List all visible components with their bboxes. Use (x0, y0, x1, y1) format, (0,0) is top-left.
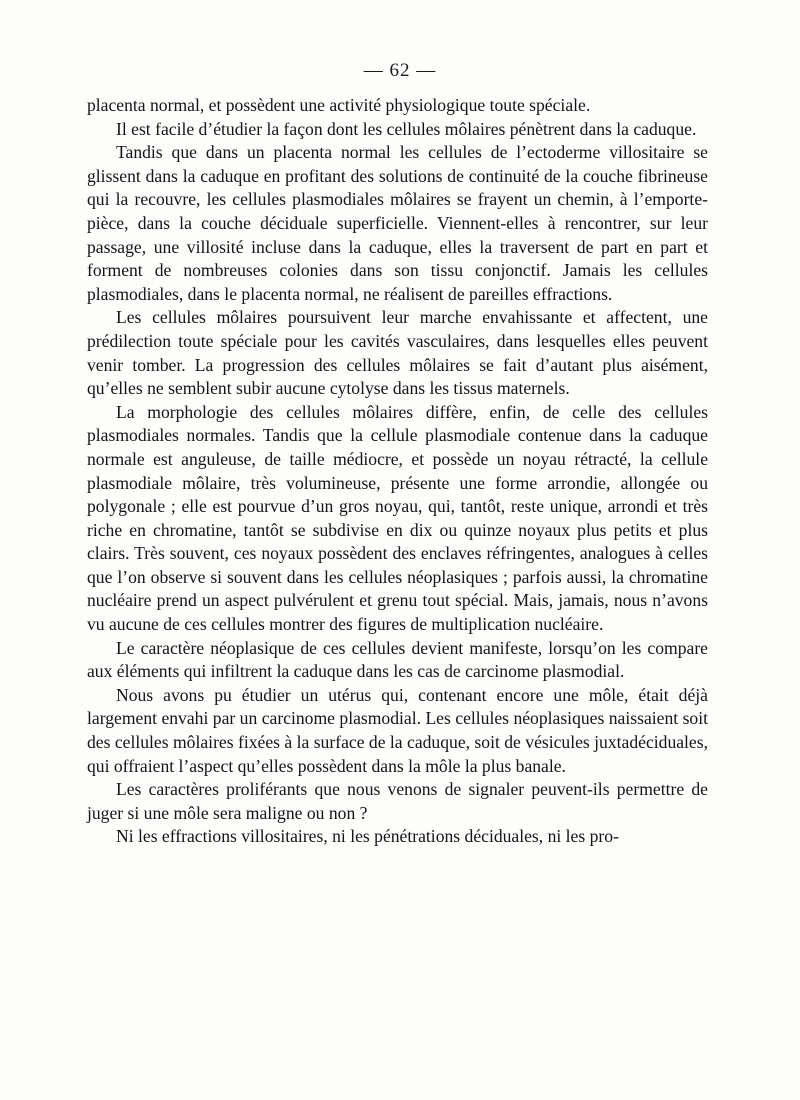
paragraph-invasion: Les cellules môlaires poursuivent leur marche envahissante et affectent, une prédilection toute spéciale pour les cavités vasculaires, dans lesquelles elles peuvent venir tomber. La progression des cellules môlaires se fait d’autant plus aisément, qu’elles ne semblent subir aucune cytolyse dans les tissus maternels. (87, 307, 708, 399)
paragraph-cell-penetration: Il est facile d’étudier la façon dont les cellules môlaires pénètrent dans la caduque. (116, 118, 697, 139)
paragraph-ectoderm: Tandis que dans un placenta normal les cellules de l’ectoderme villositaire se glissent dans la caduque en profitant des solutions de continuité de la couche fibrineuse qui la recouvre, les cellules plasmodiales môlaires se frayent un chemin, à l’emporte-pièce, dans la couche déciduale superficielle. Viennent-elles à rencontrer, sur leur passage, une villosité incluse dans la caduque, elles la traversent de part en part et forment de nombreuses colonies dans son tissu conjonctif. Jamais les cellules plasmodiales, dans le placenta normal, ne réalisent de pareilles effractions. (87, 142, 708, 304)
paragraph-final: Ni les effractions villositaires, ni les pénétrations déciduales, ni les pro- (116, 826, 619, 847)
paragraph-morphology: La morphologie des cellules môlaires diffère, enfin, de celle des cellules plasmodiales normales. Tandis que la cellule plasmodiale contenue dans la caduque normale est anguleuse, de taille médiocre, et possède un noyau rétracté, la cellule plasmodiale môlaire, très volumineuse, présente une forme arrondie, allongée ou polygonale ; elle est pourvue d’un gros noyau, qui, tantôt, reste unique, arrondi et très riche en chromatine, tantôt se subdivise en dix ou quinze noyaux plus petits et plus clairs. Très souvent, ces noyaux possèdent des enclaves réfringentes, analogues à celles que l’on observe si souvent dans les cellules néoplasiques ; parfois aussi, la chromatine nucléaire prend un aspect pulvérulent et grenu tout spécial. Mais, jamais, nous n’avons vu aucune de ces cellules montrer des figures de multiplication nucléaire. (87, 401, 708, 635)
paragraph-uterus-study: Nous avons pu étudier un utérus qui, contenant encore une môle, était déjà largement envahi par un carcinome plasmodial. Les cellules néoplasiques naissaient soit des cellules môlaires fixées à la surface de la caduque, soit de vésicules juxtadéciduales, qui offraient l’aspect qu’elles possèdent dans la môle la plus banale. (87, 684, 708, 776)
page-number: — 62 — (363, 60, 437, 81)
paragraph-question: Les caractères proliférants que nous venons de signaler peuvent-ils permettre de juger si une môle sera maligne ou non ? (87, 779, 708, 823)
paragraph-continuation: placenta normal, et possèdent une activité physiologique toute spéciale. (87, 95, 591, 115)
body-text (87, 94, 708, 849)
paragraph-neoplastic: Le caractère néoplasique de ces cellules devient manifeste, lorsqu’on les compare aux éléments qui infiltrent la caduque dans les cas de carcinome plasmodial. (87, 637, 708, 682)
